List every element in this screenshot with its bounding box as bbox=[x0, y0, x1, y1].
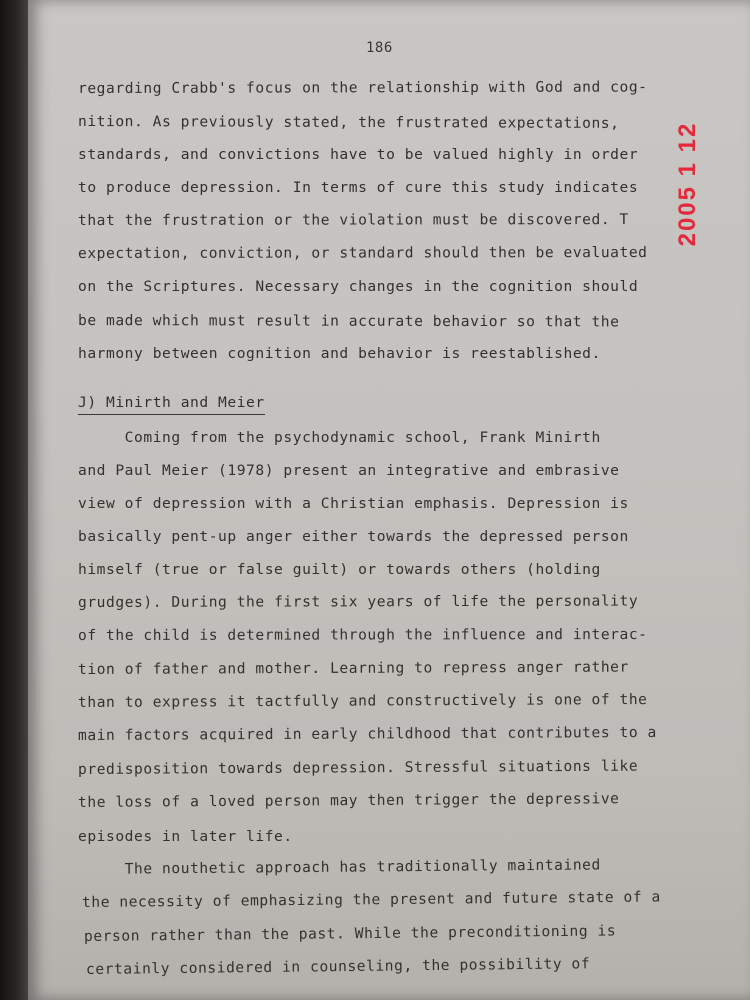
paragraph2-line-3: view of depression with a Christian emphasis. Depression is bbox=[78, 495, 629, 512]
date-stamp-text: 2005 1 12 bbox=[674, 121, 701, 247]
paragraph2-line-10: main factors acquired in early childhood that contributes to a bbox=[77, 723, 657, 744]
book-spine-shadow bbox=[0, 0, 30, 1000]
paragraph1-line-8: be made which must result in accurate behavior so that the bbox=[77, 312, 620, 331]
paragraph2-line-6: grudges). During the first six years of life the personality bbox=[77, 592, 639, 611]
paragraph3-line-3: person rather than the past. While the preconditioning is bbox=[83, 922, 617, 945]
paragraph2-line-1: Coming from the psychodynamic school, Frank Minirth bbox=[78, 429, 601, 446]
paragraph1-line-4: to produce depression. In terms of cure this study indicates bbox=[78, 179, 639, 196]
paragraph2-line-8: tion of father and mother. Learning to repress anger rather bbox=[77, 658, 629, 678]
paragraph2-line-2: and Paul Meier (1978) present an integrative and embrasive bbox=[78, 462, 620, 479]
paragraph1-line-1: regarding Crabb's focus on the relationship with God and cog- bbox=[77, 78, 648, 97]
paragraph2-line-9: than to express it tactfully and constructively is one of the bbox=[77, 691, 648, 711]
paragraph3-line-1: The nouthetic approach has traditionally maintained bbox=[77, 856, 601, 878]
paragraph1-line-2: nition. As previously stated, the frustrated expectations, bbox=[77, 113, 620, 132]
paragraph2-line-12: the loss of a loved person may then trigger the depressive bbox=[77, 790, 620, 811]
paragraph2-line-11: predisposition towards depression. Stressful situations like bbox=[77, 757, 639, 778]
paragraph3-line-2: the necessity of emphasizing the present and future state of a bbox=[81, 888, 661, 911]
paragraph2-line-7: of the child is determined through the influence and interac- bbox=[77, 626, 648, 644]
paragraph2-line-13: episodes in later life. bbox=[78, 828, 293, 845]
page-number: 186 bbox=[366, 40, 393, 56]
paragraph2-line-5: himself (true or false guilt) or towards others (holding bbox=[78, 561, 601, 578]
paragraph3-line-4: certainly considered in counseling, the possibility of bbox=[85, 955, 591, 978]
paragraph1-line-9: harmony between cognition and behavior is reestablished. bbox=[78, 345, 601, 362]
camera-date-stamp bbox=[675, 96, 701, 272]
paragraph1-line-7: on the Scriptures. Necessary changes in the cognition should bbox=[78, 278, 639, 295]
paragraph2-line-4: basically pent-up anger either towards the depressed person bbox=[78, 528, 629, 545]
paragraph1-line-6: expectation, conviction, or standard should then be evaluated bbox=[77, 244, 648, 262]
paragraph1-line-3: standards, and convictions have to be valued highly in order bbox=[78, 146, 639, 163]
paragraph1-line-5: that the frustration or the violation must be discovered. T bbox=[77, 211, 629, 229]
section-heading: J) Minirth and Meier bbox=[78, 394, 265, 415]
